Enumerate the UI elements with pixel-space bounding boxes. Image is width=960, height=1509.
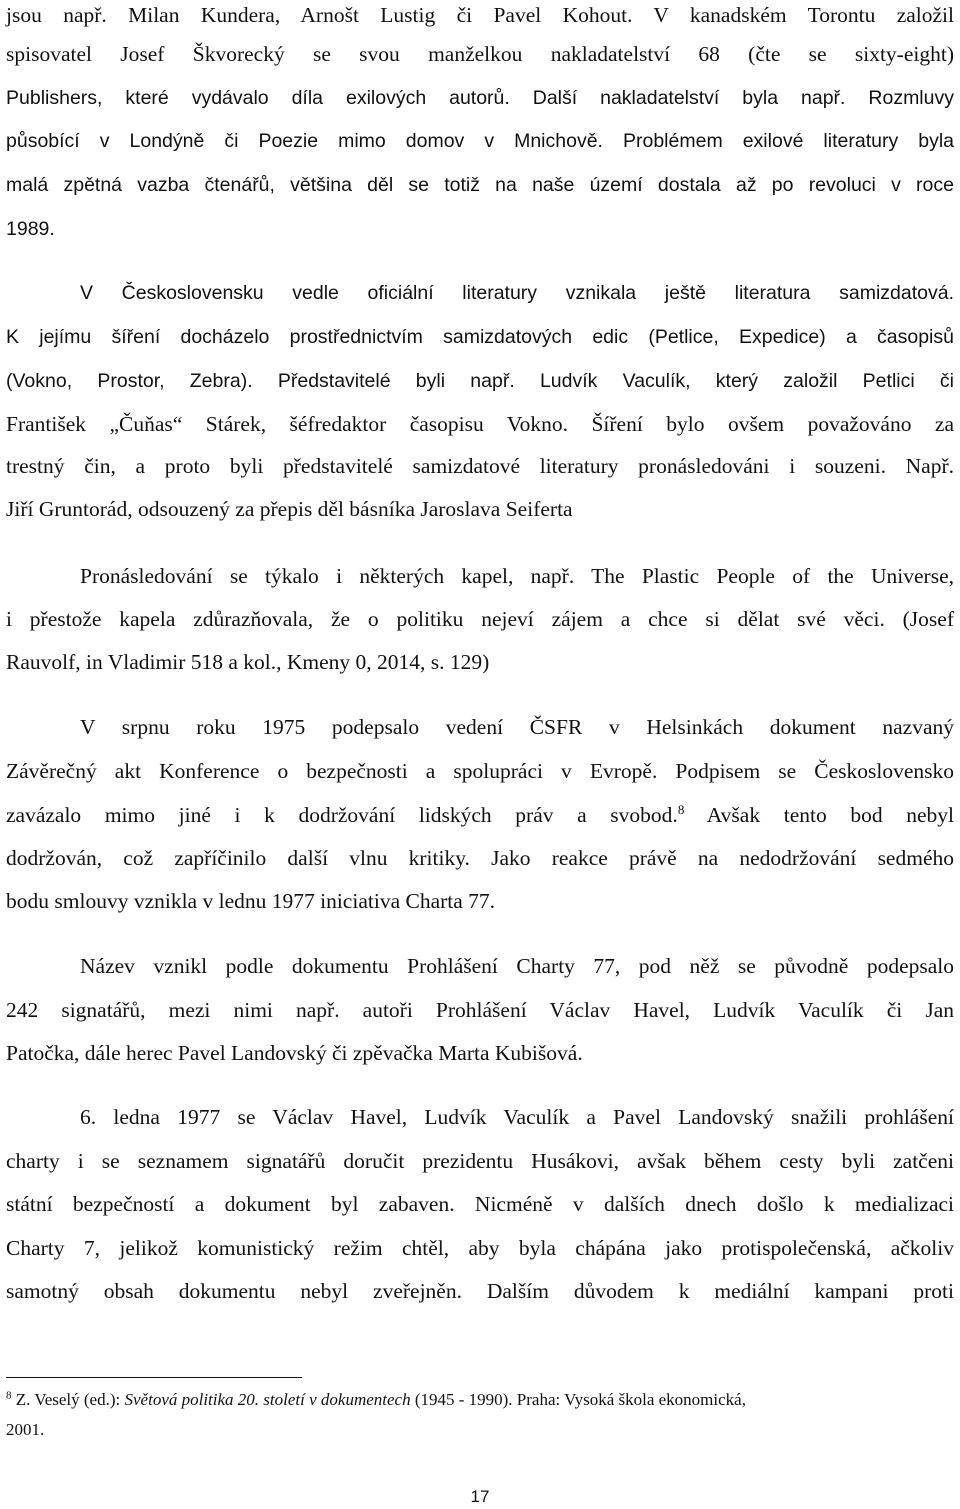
text-line-with-footnote (6, 800, 954, 830)
text-line: František „Čuňas“ Stárek, šéfredaktor časopisu Vokno. Šíření bylo ovšem považováno za (6, 412, 954, 436)
text-line: jsou např. Milan Kundera, Arnošt Lustig či Pavel Kohout. V kanadském Torontu založil (6, 3, 954, 27)
text-line: spisovatel Josef Škvorecký se svou manželkou nakladatelství 68 (čte se sixty-eight) (6, 42, 954, 66)
footnote-separator (6, 1377, 302, 1378)
footnote-reference[interactable]: 8 (677, 801, 685, 817)
text-line: působící v Londýně či Poezie mimo domov v Mnichově. Problémem exilové literatury byla (6, 130, 954, 152)
footnote-line: 2001. (6, 1420, 45, 1439)
text-line: Patočka, dále herec Pavel Landovský či zpěvačka Marta Kubišová. (6, 1041, 583, 1065)
text-line: Publishers, které vydávalo díla exilových autorů. Další nakladatelství byla např. Rozmluvy (6, 87, 954, 109)
text-line: malá zpětná vazba čtenářů, většina děl se totiž na naše území dostala až po revoluci v roce (6, 174, 954, 196)
text-line: bodu smlouvy vznikla v lednu 1977 iniciativa Charta 77. (6, 889, 496, 913)
text-line: Rauvolf, in Vladimir 518 a kol., Kmeny 0, 2014, s. 129) (6, 650, 490, 674)
text-line: trestný čin, a proto byli představitelé samizdatové literatury pronásledováni i souzeni. Např. (6, 454, 954, 478)
text-line: Název vznikl podle dokumentu Prohlášení Charty 77, pod něž se původně podepsalo (80, 954, 954, 978)
text-line: 1989. (6, 218, 55, 240)
text-line: Pronásledování se týkalo i některých kapel, např. The Plastic People of the Universe, (80, 564, 954, 588)
text-segment: zavázalo mimo jiné i k dodržování lidských práv a svobod. (6, 803, 678, 827)
footnote-marker: 8 (6, 1389, 12, 1402)
text-line: Závěrečný akt Konference o bezpečnosti a spolupráci v Evropě. Podpisem se Československo (6, 759, 954, 783)
text-line: 242 signatářů, mezi nimi např. autoři Prohlášení Václav Havel, Ludvík Vaculík či Jan (6, 998, 954, 1022)
footnote-rest: (1945 - 1990). Praha: Vysoká škola ekonomická, (410, 1390, 746, 1409)
text-line: (Vokno, Prostor, Zebra). Představitelé byli např. Ludvík Vaculík, který založil Petlici či (6, 370, 954, 392)
footnote (6, 1388, 954, 1412)
text-line: Jiří Gruntorád, odsouzený za přepis děl básníka Jaroslava Seiferta (6, 497, 573, 521)
text-line: Charty 7, jelikož komunistický režim chtěl, aby byla chápána jako protispolečenská, ačkoliv (6, 1236, 954, 1260)
text-line: 6. ledna 1977 se Václav Havel, Ludvík Vaculík a Pavel Landovský snažili prohlášení (80, 1105, 954, 1129)
text-segment: Avšak tento bod nebyl (684, 803, 954, 827)
text-line: i přestože kapela zdůrazňovala, že o politiku nejeví zájem a chce si dělat své věci. (Josef (6, 607, 954, 631)
footnote-author: Z. Veselý (ed.): (11, 1390, 125, 1409)
footnote-title: Světová politika 20. století v dokumentech (124, 1390, 411, 1409)
page-number: 17 (470, 1487, 490, 1506)
text-line: samotný obsah dokumentu nebyl zveřejněn. Dalším důvodem k mediální kampani proti (6, 1279, 954, 1303)
text-line: dodržován, což zapříčinilo další vlnu kritiky. Jako reakce právě na nedodržování sedmého (6, 846, 954, 870)
text-line: V srpnu roku 1975 podepsalo vedení ČSFR v Helsinkách dokument nazvaný (80, 715, 954, 739)
text-line: K jejímu šíření docházelo prostřednictvím samizdatových edic (Petlice, Expedice) a časopisů (6, 326, 954, 348)
text-line: státní bezpečností a dokument byl zabaven. Nicméně v dalších dnech došlo k medializaci (6, 1192, 954, 1216)
text-line: charty i se seznamem signatářů doručit prezidentu Husákovi, avšak během cesty byli zatčeni (6, 1149, 954, 1173)
text-line: V Československu vedle oficiální literatury vznikala ještě literatura samizdatová. (80, 282, 954, 304)
